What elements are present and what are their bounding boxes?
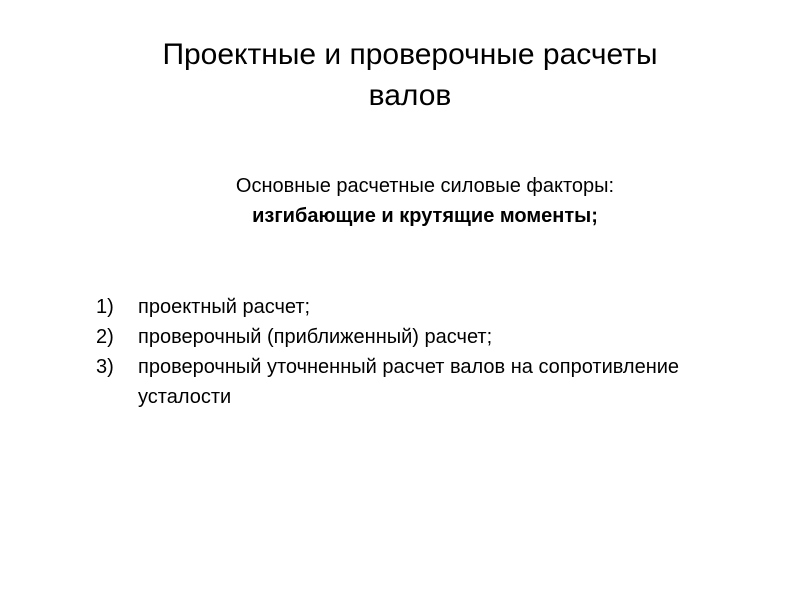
list-item	[96, 292, 736, 322]
list-item	[96, 352, 736, 412]
list-item-number: 1)	[96, 296, 114, 318]
list-item-number: 3)	[96, 356, 114, 378]
slide-title	[60, 34, 760, 116]
list-item-text: проектный расчет;	[138, 296, 311, 318]
slide-title-line-1: Проектные и проверочные расчеты	[162, 38, 658, 71]
list-item-text: проверочный (приближенный) расчет;	[138, 326, 493, 348]
list-item-number: 2)	[96, 326, 114, 348]
list-item-text: проверочный уточненный расчет валов на сопротивление усталости	[138, 356, 680, 408]
list-item	[96, 322, 736, 352]
subtitle-line-2-bold: изгибающие и крутящие моменты;	[252, 205, 598, 227]
slide-subtitle	[130, 171, 720, 231]
calculation-types-list	[96, 292, 736, 412]
subtitle-line-1: Основные расчетные силовые факторы:	[235, 175, 615, 197]
slide-title-line-2: валов	[368, 79, 452, 112]
